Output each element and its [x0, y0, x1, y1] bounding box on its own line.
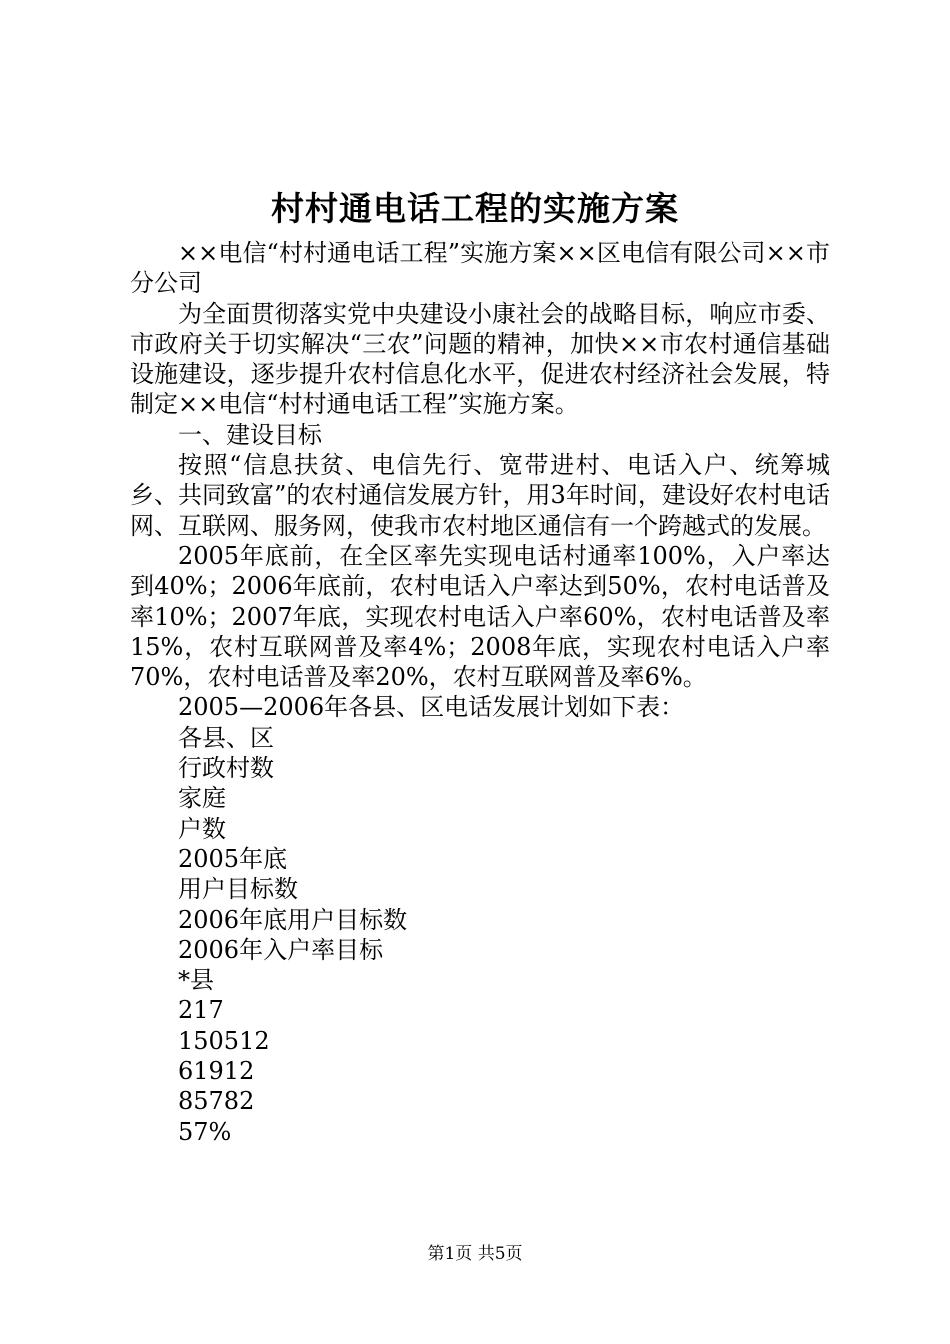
table-line: 行政村数 — [178, 754, 274, 783]
table-line: 85782 — [178, 1087, 255, 1116]
table-line: 2005年底 — [178, 844, 288, 873]
section-heading: 一、建设目标 — [178, 420, 322, 449]
table-line: 150512 — [178, 1026, 270, 1055]
table-line: 各县、区 — [178, 723, 274, 752]
table-line: 户数 — [178, 814, 226, 843]
table-line: 家庭 — [178, 784, 226, 813]
paragraph-targets: 2005年底前，在全区率先实现电话村通率100%，入户率达到40%；2006年底前，农村电话入户率达到50%，农村电话普及率10%；2007年底，实现农村电话入户率60%，农村电话普及率15%，农村互联网普及率4%；2008年底，实现农村电话入户率70%，农村电话普及率20%，农村互联网普及率6%。 — [130, 541, 830, 692]
document-title: 村村通电话工程的实施方案 — [271, 189, 679, 228]
table-line: 2006年入户率目标 — [178, 935, 384, 964]
paragraph-intro: 为全面贯彻落实党中央建设小康社会的战略目标，响应市委、市政府关于切实解决“三农”问题的精神，加快××市农村通信基础设施建设，逐步提升农村信息化水平，促进农村经济社会发展，特制定××电信“村村通电话工程”实施方案。 — [130, 299, 830, 419]
table-line: 217 — [178, 996, 224, 1025]
table-line: 2006年底用户目标数 — [178, 905, 408, 934]
page-footer: 第1页 共5页 — [427, 1244, 523, 1264]
document-body — [130, 238, 830, 1147]
paragraph-policy: 按照“信息扶贫、电信先行、宽带进村、电话入户、统筹城乡、共同致富”的农村通信发展方针，用3年时间，建设好农村电话网、互联网、服务网，使我市农村地区通信有一个跨越式的发展。 — [130, 451, 830, 540]
table-line: *县 — [178, 966, 214, 995]
table-content — [130, 723, 830, 1147]
paragraph-table-intro: 2005—2006年各县、区电话发展计划如下表： — [178, 693, 685, 722]
table-line: 用户目标数 — [178, 875, 298, 904]
paragraph-header: ××电信“村村通电话工程”实施方案××区电信有限公司××市分公司 — [130, 239, 830, 298]
table-line: 61912 — [178, 1057, 255, 1086]
table-line: 57% — [178, 1117, 232, 1146]
